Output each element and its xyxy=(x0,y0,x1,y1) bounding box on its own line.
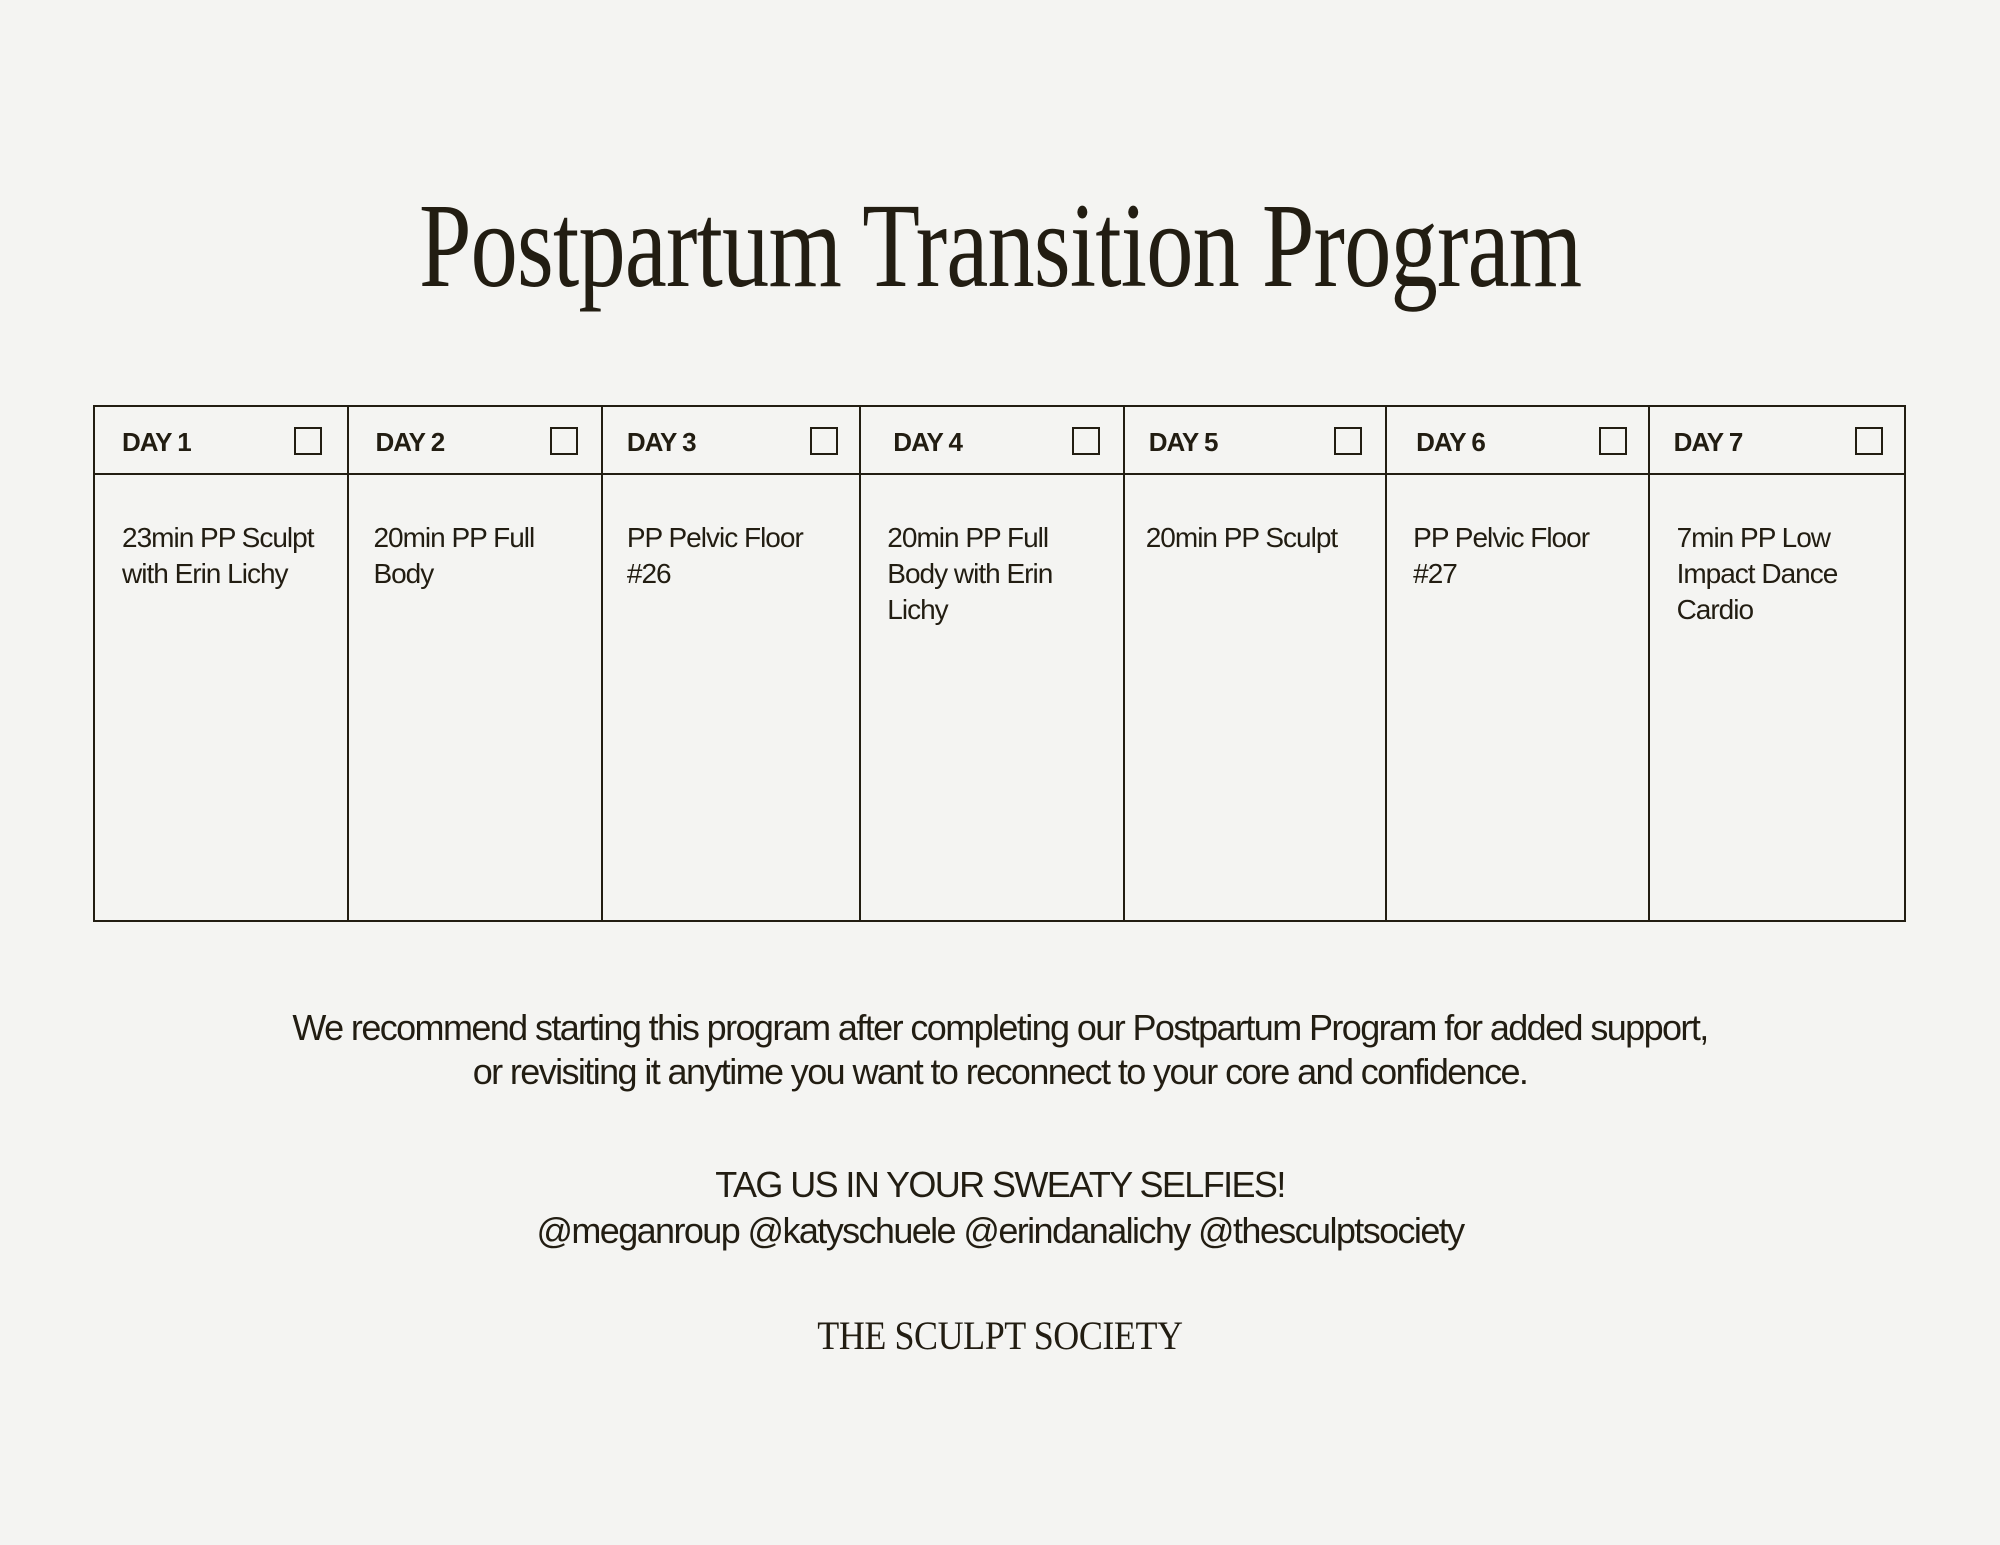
day-label: DAY 3 xyxy=(626,427,696,457)
day-2-checkbox[interactable] xyxy=(550,427,578,455)
workout-name: 20min PP Full Body xyxy=(373,522,535,589)
day-header xyxy=(1387,407,1647,475)
day-label: DAY 1 xyxy=(122,427,191,457)
social-handles: @meganroup @katyschuele @erindanalichy @thesculptsociety xyxy=(536,1210,1464,1251)
day-7-checkbox[interactable] xyxy=(1855,427,1883,455)
day-5-checkbox[interactable] xyxy=(1334,427,1362,455)
day-column-4 xyxy=(861,407,1124,920)
weekly-schedule-table xyxy=(93,405,1906,922)
workout-name: 20min PP Full Body with Erin Lichy xyxy=(887,522,1053,625)
day-header xyxy=(1125,407,1385,475)
day-4-checkbox[interactable] xyxy=(1072,427,1100,455)
workout-name: 20min PP Sculpt xyxy=(1145,522,1338,553)
day-header xyxy=(1650,407,1904,475)
workout-name: PP Pelvic Floor #27 xyxy=(1413,522,1590,589)
page-title: Postpartum Transition Program xyxy=(418,179,1582,313)
day-label: DAY 5 xyxy=(1148,427,1218,457)
day-1-checkbox[interactable] xyxy=(294,427,322,455)
day-column-7 xyxy=(1650,407,1904,920)
day-label: DAY 6 xyxy=(1416,427,1485,457)
title-container xyxy=(0,179,2000,313)
day-label: DAY 4 xyxy=(893,427,963,457)
day-label: DAY 2 xyxy=(375,427,445,457)
day-header xyxy=(861,407,1122,475)
day-label: DAY 7 xyxy=(1673,427,1743,457)
day-3-checkbox[interactable] xyxy=(810,427,838,455)
social-tag-block xyxy=(0,1162,2000,1254)
note-line-1: We recommend starting this program after completing our Postpartum Program for added support, xyxy=(292,1007,1708,1048)
social-heading: TAG US IN YOUR SWEATY SELFIES! xyxy=(715,1164,1285,1205)
workout-name: PP Pelvic Floor #26 xyxy=(626,522,803,589)
workout-name: 7min PP Low Impact Dance Cardio xyxy=(1676,522,1838,625)
brand-logo-text: THE SCULPT SOCIETY xyxy=(817,1313,1183,1358)
day-column-1 xyxy=(95,407,349,920)
day-6-checkbox[interactable] xyxy=(1599,427,1627,455)
recommendation-note xyxy=(0,1006,2000,1094)
day-header xyxy=(95,407,347,475)
day-column-3 xyxy=(603,407,861,920)
day-header xyxy=(349,407,600,475)
day-column-5 xyxy=(1125,407,1387,920)
note-line-2: or revisiting it anytime you want to reconnect to your core and confidence. xyxy=(472,1051,1528,1092)
day-column-2 xyxy=(349,407,602,920)
day-header xyxy=(603,407,859,475)
brand-logo xyxy=(0,1313,2000,1358)
workout-name: 23min PP Sculpt with Erin Lichy xyxy=(122,522,314,589)
day-column-6 xyxy=(1387,407,1649,920)
